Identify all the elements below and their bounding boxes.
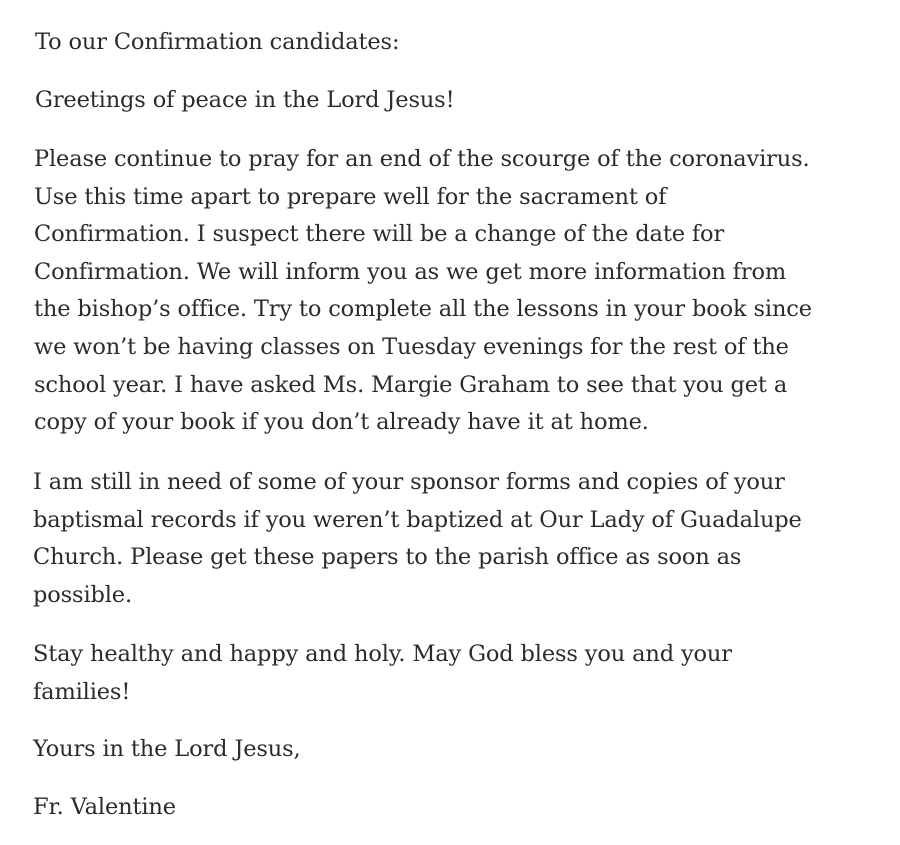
body-line: Use this time apart to prepare well for the sacrament of	[34, 183, 667, 210]
body-paragraph-prayer-and-lessons	[34, 141, 812, 442]
body-line: Church. Please get these papers to the parish office as soon as	[33, 544, 742, 571]
body-line: school year. I have asked Ms. Margie Graham to see that you get a	[34, 371, 788, 398]
body-line: Confirmation. We will inform you as we get more information from	[34, 258, 787, 285]
body-line: Please continue to pray for an end of the scourge of the coronavirus.	[34, 146, 810, 172]
valediction	[33, 731, 301, 769]
body-line: the bishop’s office. Try to complete all the lessons in your book since	[34, 296, 812, 323]
closing-line: families!	[33, 678, 131, 705]
body-line: baptismal records if you weren’t baptized at Our Lady of Guadalupe	[33, 506, 802, 533]
body-line: I am still in need of some of your sponsor forms and copies of your	[33, 469, 785, 495]
greeting	[35, 82, 454, 120]
body-line: copy of your book if you don’t already have it at home.	[34, 409, 649, 436]
signature	[33, 789, 176, 827]
closing-line: Stay healthy and happy and holy. May God bless you and your	[33, 641, 732, 667]
body-line: we won’t be having classes on Tuesday evenings for the rest of the	[34, 333, 789, 360]
valediction-text: Yours in the Lord Jesus,	[33, 736, 301, 762]
greeting-text: Greetings of peace in the Lord Jesus!	[35, 87, 455, 113]
body-line: possible.	[33, 581, 132, 608]
body-paragraph-forms-and-records	[33, 464, 802, 614]
salutation-text: To our Confirmation candidates:	[35, 29, 400, 55]
signature-text: Fr. Valentine	[33, 794, 176, 820]
salutation	[35, 24, 399, 62]
closing-blessing	[33, 636, 732, 711]
body-line: Confirmation. I suspect there will be a change of the date for	[34, 221, 725, 248]
